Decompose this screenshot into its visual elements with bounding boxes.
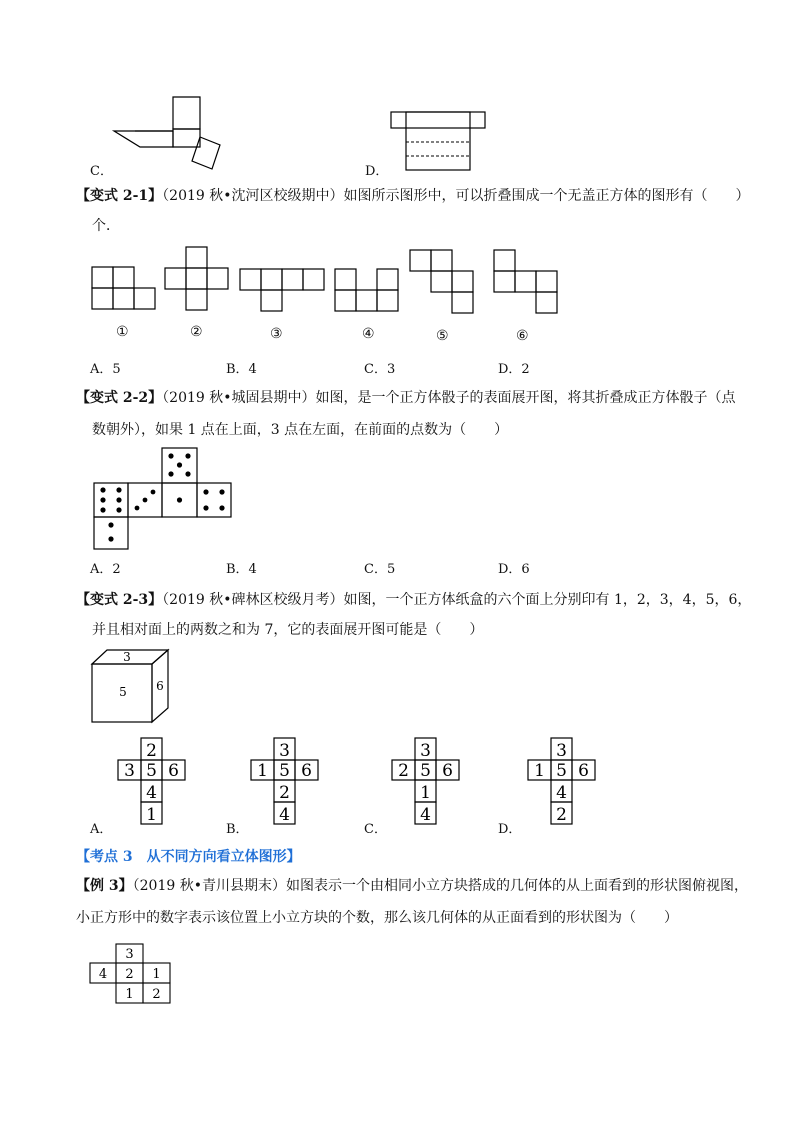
svg-text:6: 6 xyxy=(168,761,179,781)
svg-text:2: 2 xyxy=(152,987,161,1002)
svg-text:2: 2 xyxy=(125,967,134,982)
net-c xyxy=(390,736,464,828)
figure-label-6: ⑥ xyxy=(516,328,529,344)
svg-text:6: 6 xyxy=(301,761,312,781)
q22-option-a: A．2 xyxy=(90,562,121,577)
q22-option-c: C．5 xyxy=(364,562,396,577)
example-3-line2: 小正方形中的数字表示该位置上小立方块的个数，那么该几何体的从正面看到的形状图为（ ） xyxy=(76,910,678,926)
svg-text:3: 3 xyxy=(124,761,135,781)
svg-text:1: 1 xyxy=(152,967,161,982)
q21-option-a: A．5 xyxy=(90,362,121,377)
svg-text:2: 2 xyxy=(279,783,290,803)
net-b xyxy=(249,736,323,828)
net-a-label: A． xyxy=(90,822,113,837)
svg-text:1: 1 xyxy=(125,987,134,1002)
svg-text:4: 4 xyxy=(556,783,567,803)
question-tag: 【变式 2-1】 xyxy=(76,188,163,204)
figure-label-4: ④ xyxy=(362,326,375,342)
figure-label-5: ⑤ xyxy=(436,328,449,344)
svg-text:5: 5 xyxy=(420,761,431,781)
svg-text:5: 5 xyxy=(556,761,567,781)
cube-nets-row xyxy=(90,245,570,340)
figure-label-3: ③ xyxy=(270,326,283,342)
q21-option-d: D．2 xyxy=(498,362,530,377)
cube-front-face: 5 xyxy=(119,685,127,699)
question-2-3-line1: 【变式 2-3】（2019 秋•碑林区校级月考）如图，一个正方体纸盒的六个面上分别印有 1，2，3，4，5，6， xyxy=(76,592,752,608)
svg-text:1: 1 xyxy=(534,761,545,781)
question-2-1-line1: 【变式 2-1】（2019 秋•沈河区校级期中）如图所示图形中，可以折叠围成一个无盖正方体的图形有（ ） xyxy=(76,188,750,204)
q21-option-c: C．3 xyxy=(364,362,396,377)
svg-text:2: 2 xyxy=(556,805,567,825)
svg-text:2: 2 xyxy=(146,741,157,761)
question-2-3-line2: 并且相对面上的两数之和为 7，它的表面展开图可能是（ ） xyxy=(92,622,484,638)
figure-label-2: ② xyxy=(190,324,203,340)
option-c-label: C． xyxy=(90,164,113,179)
option-d-figure xyxy=(390,110,490,172)
q22-option-b: B．4 xyxy=(226,562,257,577)
net-b-label: B． xyxy=(226,822,249,837)
svg-text:3: 3 xyxy=(420,741,431,761)
q21-option-b: B．4 xyxy=(226,362,257,377)
svg-text:6: 6 xyxy=(442,761,453,781)
question-2-2-line1: 【变式 2-2】（2019 秋•城固县期中）如图，是一个正方体骰子的表面展开图，将其折叠成正方体骰子（点 xyxy=(76,390,736,406)
svg-text:3: 3 xyxy=(556,741,567,761)
question-2-1-line2: 个． xyxy=(92,218,120,234)
option-c-figure xyxy=(110,95,230,170)
svg-text:3: 3 xyxy=(125,947,134,962)
top-view-grid xyxy=(88,942,174,1006)
figure-label-1: ① xyxy=(116,324,129,340)
svg-text:2: 2 xyxy=(398,761,409,781)
example-3-line1: 【例 3】（2019 秋•青川县期末）如图表示一个由相同小立方块搭成的几何体的从上面看到的形状图俯视图， xyxy=(76,878,748,894)
svg-text:4: 4 xyxy=(420,805,431,825)
svg-text:4: 4 xyxy=(279,805,290,825)
svg-text:1: 1 xyxy=(420,783,431,803)
net-d-label: D． xyxy=(498,822,522,837)
section-title: 【考点 3 从不同方向看立体图形】 xyxy=(76,849,301,865)
svg-text:4: 4 xyxy=(146,783,157,803)
net-d xyxy=(526,736,600,828)
net-c-label: C． xyxy=(364,822,387,837)
dice-net xyxy=(92,446,237,551)
svg-text:1: 1 xyxy=(257,761,268,781)
svg-text:5: 5 xyxy=(146,761,157,781)
question-2-2-line2: 数朝外），如果 1 点在上面，3 点在左面，在前面的点数为（ ） xyxy=(92,422,509,438)
svg-text:5: 5 xyxy=(279,761,290,781)
option-d-label: D． xyxy=(365,164,389,179)
cube-box xyxy=(90,648,185,726)
svg-text:1: 1 xyxy=(146,805,157,825)
net-a xyxy=(116,736,190,828)
q22-option-d: D．6 xyxy=(498,562,530,577)
svg-text:3: 3 xyxy=(279,741,290,761)
svg-text:6: 6 xyxy=(578,761,589,781)
cube-right-face: 6 xyxy=(156,679,164,693)
svg-text:4: 4 xyxy=(98,967,108,982)
cube-top-face: 3 xyxy=(123,650,131,664)
